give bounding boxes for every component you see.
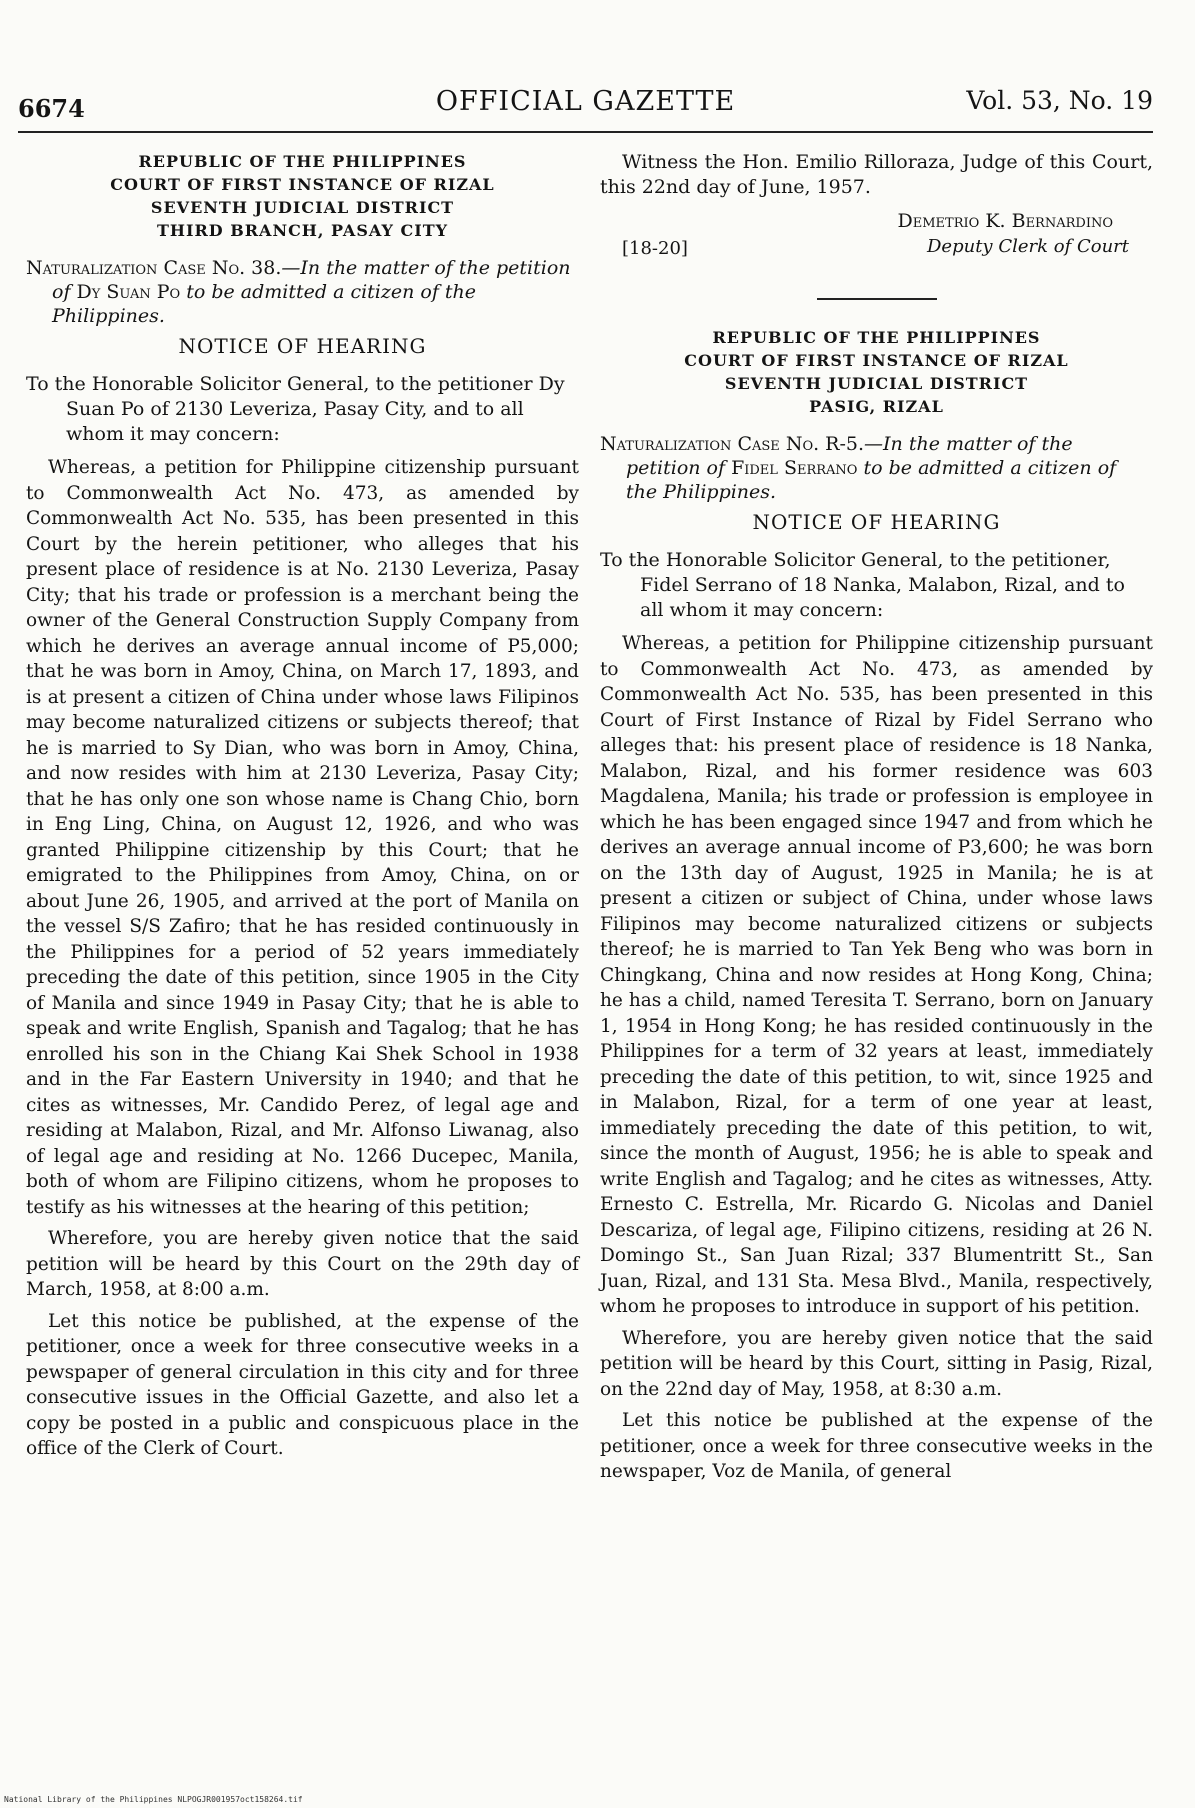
hearing-paragraph: Wherefore, you are hereby given notice that the said petition will be heard by this Court, sitting in Pasig, Rizal, on the 22nd day of May, 1958, at 8:30 a.m. [600,1327,1153,1400]
section-divider [817,298,937,300]
court-line: SEVENTH JUDICIAL DISTRICT [150,198,455,217]
salutation: To the Honorable Solicitor General, to the petitioner, Fidel Serrano of 18 Nanka, Malabon, Rizal, and to all whom it may concern: [600,549,1125,621]
publication-title: OFFICIAL GAZETTE [435,86,736,117]
court-line: COURT OF FIRST INSTANCE OF RIZAL [684,351,1069,370]
petitioner-name: Dy Suan Po [76,281,181,303]
case-text: —In the matter of the petition of [626,433,1073,479]
petitioner-name: Fidel Serrano [731,457,858,479]
court-line: SEVENTH JUDICIAL DISTRICT [724,374,1029,393]
publication-paragraph: Let this notice be published at the expense of the petitioner, once a week for three consecutive weeks in the newspaper, Voz de Manila, of general [600,1410,1153,1482]
court-heading [600,326,1153,418]
case-text: to be admitted a citizen of the Philippines. [626,457,1117,503]
scan-footer: National Library of the Philippines NLPOGJR001957oct158264.tif [4,1795,303,1804]
court-line: PASIG, RIZAL [809,397,944,416]
signer-title: Deputy Clerk of Court [927,236,1129,257]
court-line: COURT OF FIRST INSTANCE OF RIZAL [110,175,495,194]
petition-paragraph: Whereas, a petition for Philippine citizenship pursuant to Commonwealth Act No. 473, as amended by Commonwealth Act No. 535, has been presented in this Court by the herein petitioner, who alleges that his present place of residence is at No. 2130 Leveriza, Pasay City; that his trade or profession is a merchant being the owner of the General Construction Supply Company from which he derives an average annual income of P5,000; that he was born in Amoy, China, on March 17, 1893, and is at present a citizen of China under whose laws Filipinos may become naturalized citizens or subjects thereof; that he is married to Sy Dian, who was born in Amoy, China, and now resides with him at 2130 Leveriza, Pasay City; that he has only one son whose name is Chang Chio, born in Eng Ling, China, on August 12, 1926, and who was granted Philippine citizenship by this Court; that he emigrated to the Philippines from Amoy, China, on or about June 26, 1905, and arrived at the port of Manila on the vessel S/S Zafiro; that he has resided continuously in the Philippines for a period of 52 years immediately preceding the date of this petition, since 1905 in the City of Manila and since 1949 in Pasay City; that he is able to speak and write English, Spanish and Tagalog; that he has enrolled his son in the Chiang Kai Shek School in 1938 and in the Far Eastern University in 1940; and that he cites as witnesses, Mr. Candido Perez, of legal age and residing at Malabon, Rizal, and Mr. Alfonso Liwanag, also of legal age and residing at No. 1266 Ducepec, Manila, both of whom are Filipino citizens, whom he proposes to testify as his witnesses at the hearing of this petition; [26,457,579,1218]
header-rule [18,131,1153,133]
case-label: Naturalization Case No. 38. [26,257,282,279]
case-text: —In the matter of the petition of [52,257,571,303]
issue-reference: [18-20] [622,238,688,259]
notice-title: NOTICE OF HEARING [178,334,427,358]
case-caption [26,256,579,328]
page-number: 6674 [18,94,85,123]
court-line: REPUBLIC OF THE PHILIPPINES [138,152,467,171]
notice-title: NOTICE OF HEARING [752,510,1001,534]
petition-paragraph: Whereas, a petition for Philippine citizenship pursuant to Commonwealth Act No. 473, as amended by Commonwealth Act No. 535, has been presented in this Court of First Instance of Rizal by Fidel Serrano who alleges that: his present place of residence is 18 Nanka, Malabon, Rizal, and his former residence was 603 Magdalena, Manila; his trade or profession is employee in which he has been engaged since 1947 and from which he derives an average annual income of P3,600; he was born on the 13th day of August, 1925 in Manila; he is at present a citizen or subject of China, under whose laws Filipinos may become naturalized citizens or subjects thereof; he is married to Tan Yek Beng who was born in Chingkang, China and now resides at Hong Kong, China; he has a child, named Teresita T. Serrano, born on January 1, 1954 in Hong Kong; he has resided continuously in the Philippines for a term of 32 years at least, immediately preceding the date of this petition, to wit, since 1925 and in Malabon, Rizal, for a term of one year at least, immediately preceding the date of this petition, to wit, since the month of August, 1956; he is able to speak and write English and Tagalog; and he cites as witnesses, Atty. Ernesto C. Estrella, Mr. Ricardo G. Nicolas and Daniel Descariza, of legal age, Filipino citizens, residing at 26 N. Domingo St., San Juan Rizal; 337 Blumentritt St., San Juan, Rizal, and 131 Sta. Mesa Blvd., Manila, respectively, whom he proposes to introduce in support of his petition. [600,633,1153,1317]
case-caption [600,432,1153,504]
publication-paragraph: Let this notice be published, at the expense of the petitioner, once a week for three consecutive weeks in a pewspaper of general circulation in this city and for three consecutive issues in the Official Gazette, and also let a copy be posted in a public and conspicuous place in the office of the Clerk of Court. [26,1310,579,1459]
right-column [600,150,1153,1491]
case-text: to be admitted a citizen of the Philippines. [52,281,477,327]
court-line: THIRD BRANCH, PASAY CITY [156,221,449,240]
witness-line: Witness the Hon. Emilio Rilloraza, Judge of this Court, this 22nd day of June, 1957. [600,151,1153,198]
volume-number: Vol. 53, No. 19 [966,86,1153,115]
case-label: Naturalization Case No. R-5. [600,433,865,455]
signer-name: Demetrio K. Bernardino [897,210,1113,232]
court-line: REPUBLIC OF THE PHILIPPINES [712,328,1041,347]
left-column [26,150,579,1468]
court-heading [26,150,579,242]
salutation: To the Honorable Solicitor General, to the petitioner Dy Suan Po of 2130 Leveriza, Pasay City, and to all whom it may concern: [26,373,565,445]
page-header [18,86,1153,126]
hearing-paragraph: Wherefore, you are hereby given notice that the said petition will be heard by this Court on the 29th day of March, 1958, at 8:00 a.m. [26,1228,579,1300]
signature-block [600,210,1153,266]
